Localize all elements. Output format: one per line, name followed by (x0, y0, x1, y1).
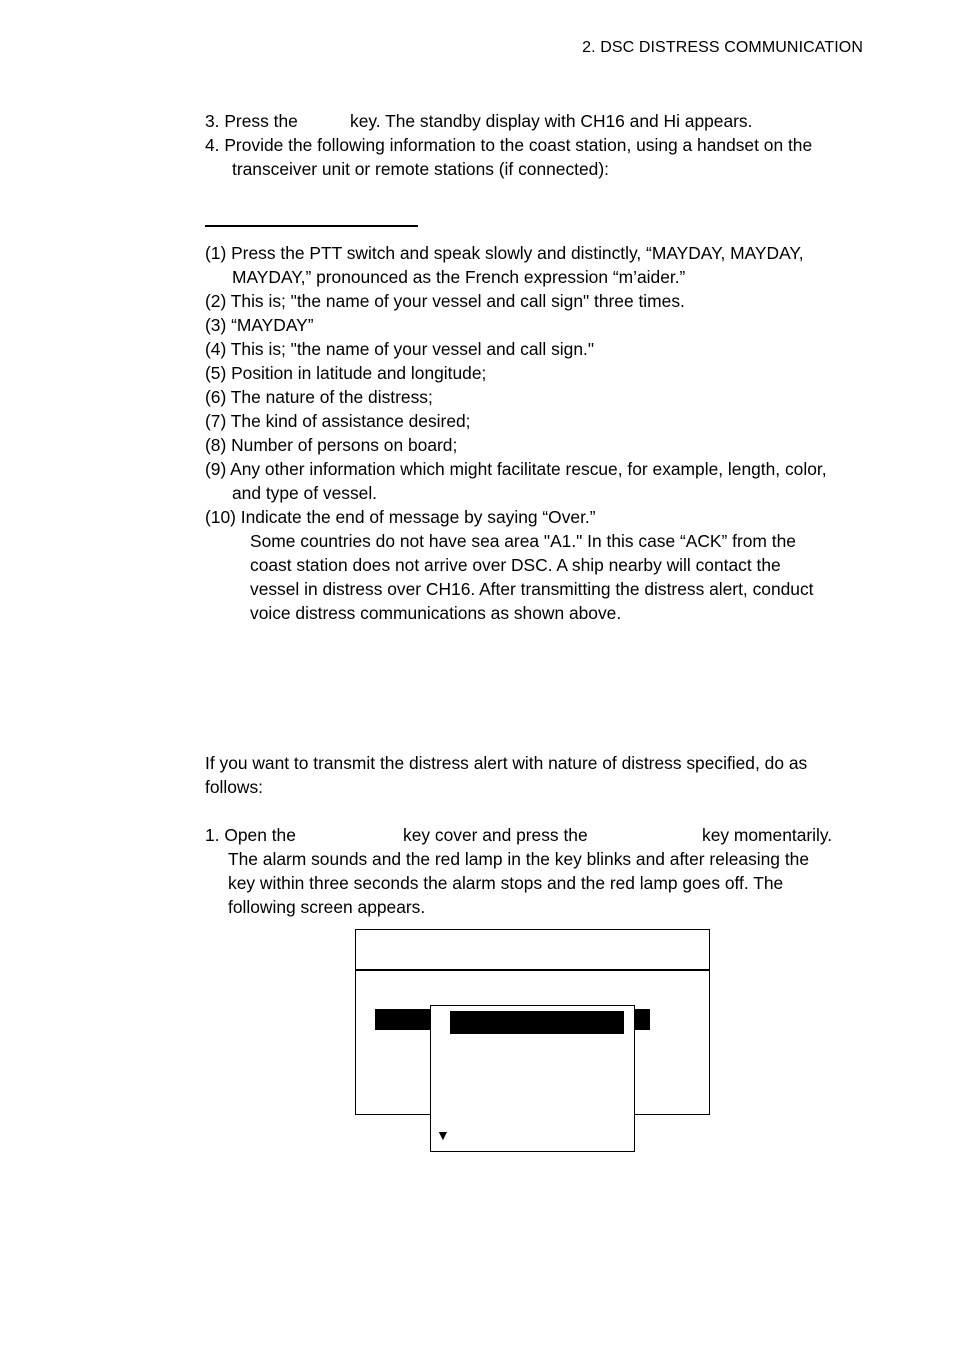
step3-text-start: 3. Press the (205, 111, 298, 131)
step1-text-middle: key cover and press the (403, 825, 588, 845)
procedure-item-10: (10) Indicate the end of message by saying “Over.” (205, 507, 596, 527)
procedure-item-8: (8) Number of persons on board; (205, 435, 458, 455)
popup-selected-item (450, 1011, 624, 1034)
procedure-item-5: (5) Position in latitude and longitude; (205, 363, 487, 383)
step4-line-2: transceiver unit or remote stations (if connected): (232, 159, 609, 179)
procedure-item-1-cont: MAYDAY,” pronounced as the French expression “m’aider.” (232, 267, 686, 287)
note-line-1: Some countries do not have sea area "A1." In this case “ACK” from the (250, 531, 796, 551)
procedure-item-9: (9) Any other information which might facilitate rescue, for example, length, color, (205, 459, 827, 479)
scroll-down-icon: ▼ (436, 1127, 450, 1143)
note-line-2: coast station does not arrive over DSC. A ship nearby will contact the (250, 555, 781, 575)
note-line-3: vessel in distress over CH16. After transmitting the distress alert, conduct (250, 579, 814, 599)
step3-text-end: key. The standby display with CH16 and Hi appears. (350, 111, 753, 131)
screen-highlight-bar-right (634, 1009, 650, 1030)
step1-line-3: key within three seconds the alarm stops and the red lamp goes off. The (228, 873, 784, 893)
screen-highlight-bar-left (375, 1009, 431, 1030)
step1-text-end: key momentarily. (702, 825, 833, 845)
intro-line-2: follows: (205, 777, 263, 797)
procedure-item-9-cont: and type of vessel. (232, 483, 378, 503)
chapter-header: 2. DSC DISTRESS COMMUNICATION (582, 39, 863, 56)
step1-line-4: following screen appears. (228, 897, 426, 917)
note-line-4: voice distress communications as shown above. (250, 603, 622, 623)
step4-line-1: 4. Provide the following information to the coast station, using a handset on the (205, 135, 813, 155)
procedure-item-7: (7) The kind of assistance desired; (205, 411, 471, 431)
procedure-item-3: (3) “MAYDAY” (205, 315, 314, 335)
procedure-item-4: (4) This is; "the name of your vessel and call sign." (205, 339, 594, 359)
step1-line-2: The alarm sounds and the red lamp in the key blinks and after releasing the (228, 849, 809, 869)
step1-text-start: 1. Open the (205, 825, 296, 845)
procedure-item-2: (2) This is; "the name of your vessel and call sign" three times. (205, 291, 685, 311)
procedure-item-1: (1) Press the PTT switch and speak slowly and distinctly, “MAYDAY, MAYDAY, (205, 243, 804, 263)
section-underline (205, 225, 418, 227)
screen-title-divider (355, 969, 710, 971)
procedure-item-6: (6) The nature of the distress; (205, 387, 433, 407)
intro-line-1: If you want to transmit the distress alert with nature of distress specified, do as (205, 753, 808, 773)
